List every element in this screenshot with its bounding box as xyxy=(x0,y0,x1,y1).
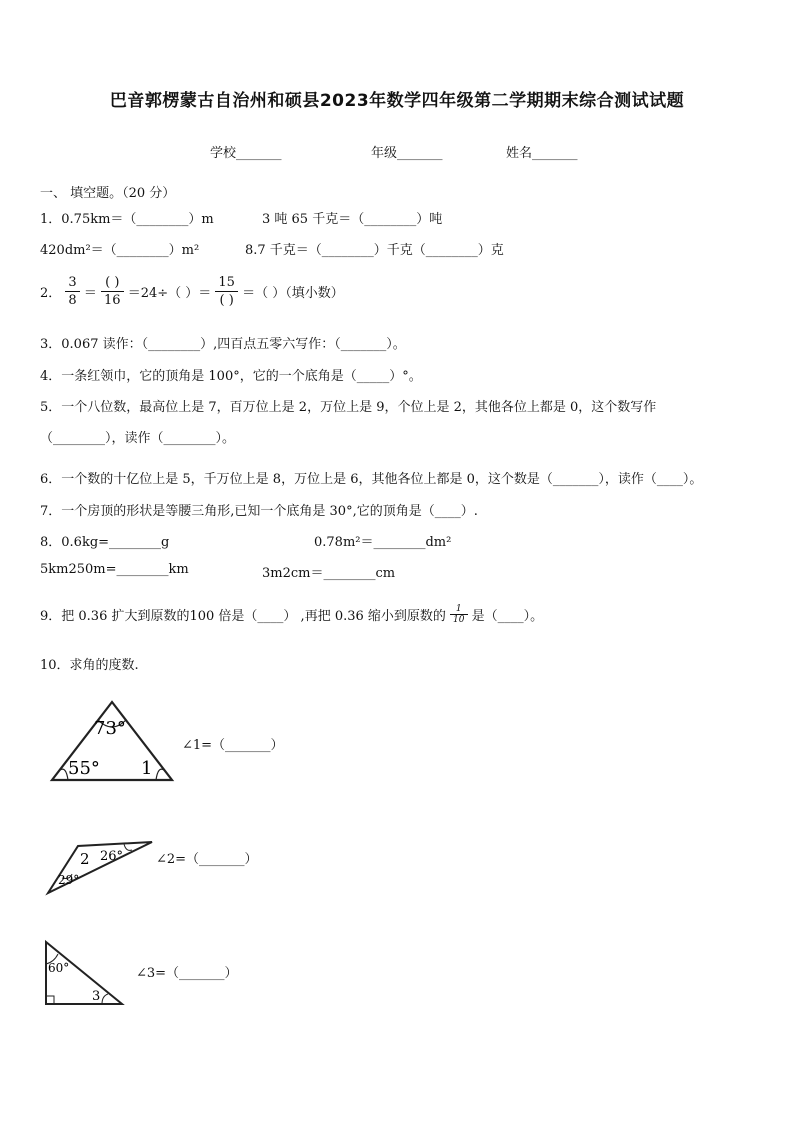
angle-label-60: 60° xyxy=(48,961,70,975)
page-title: 巴音郭楞蒙古自治州和硕县2023年数学四年级第二学期期末综合测试试题 xyxy=(109,91,685,111)
question-1b: 3 吨 65 千克＝（________）吨 xyxy=(262,212,443,227)
question-4: 4．一条红领巾，它的顶角是 100°，它的一个底角是（_____）°。 xyxy=(40,369,422,384)
angle-label-26: 26° xyxy=(100,849,124,864)
triangle-figure-1 xyxy=(46,694,178,786)
angle-mark-1: 1 xyxy=(141,758,153,779)
fraction-den: 16 xyxy=(104,293,121,308)
equals-sign: ＝ xyxy=(83,286,97,301)
name-field: 姓名_______ xyxy=(506,146,578,161)
fraction-num: ( ) xyxy=(101,274,124,292)
fraction-den: 10 xyxy=(453,615,465,625)
section-heading: 一、 填空题。（20 分） xyxy=(40,186,176,201)
question-2-middle: ＝24÷（ ）＝ xyxy=(127,286,212,301)
fraction-num: 1 xyxy=(450,604,467,615)
angle-label-29: 29° xyxy=(58,873,80,887)
question-8c: 5km250m=________km xyxy=(40,562,189,577)
answer-angle-3: ∠3=（_______） xyxy=(136,966,238,981)
question-9 xyxy=(40,604,543,625)
fraction-num: 3 xyxy=(65,274,79,292)
angle-mark-2: 2 xyxy=(80,850,90,868)
fraction-den: 8 xyxy=(68,293,77,308)
fraction-num: 15 xyxy=(215,274,238,292)
angle-mark-3: 3 xyxy=(92,989,101,1004)
triangle-figure-2 xyxy=(44,838,156,896)
answer-angle-2: ∠2=（_______） xyxy=(156,852,258,867)
question-3: 3．0.067 读作：（________）,四百点五零六写作：（_______）。 xyxy=(40,337,406,352)
question-2-tail: ＝（ ）（填小数） xyxy=(242,286,344,301)
question-2-prefix: 2． xyxy=(40,286,62,301)
fraction-den: ( ) xyxy=(219,293,234,308)
question-9-text-a: 9．把 0.36 扩大到原数的100 倍是（____） ,再把 0.36 缩小到原数的 xyxy=(40,609,446,624)
question-6: 6．一个数的十亿位上是 5，千万位上是 8，万位上是 6，其他各位上都是 0，这个数是（_______），读作（____）。 xyxy=(40,472,703,487)
question-8d: 3m2cm＝________cm xyxy=(262,566,396,581)
question-1d: 8.7 千克＝（________）千克（________）克 xyxy=(245,243,504,258)
question-8a: 8．0.6kg=________g xyxy=(40,535,170,550)
fraction-3-8 xyxy=(65,274,79,309)
grade-field: 年级_______ xyxy=(371,146,443,161)
angle-label-55: 55° xyxy=(68,758,100,779)
question-7: 7．一个房顶的形状是等腰三角形,已知一个底角是 30°,它的顶角是（____）. xyxy=(40,504,478,519)
fraction-1-10 xyxy=(450,604,467,625)
question-1c: 420dm²＝（________）m² xyxy=(40,243,200,258)
question-5a: 5．一个八位数，最高位上是 7，百万位上是 2，万位上是 9，个位上是 2，其他各位上都是 0，这个数写作 xyxy=(40,400,657,415)
question-8b: 0.78m²＝________dm² xyxy=(314,535,452,550)
question-9-text-b: 是（____）。 xyxy=(471,609,544,624)
question-5b: （________），读作（________）。 xyxy=(40,431,236,446)
triangle-figure-3 xyxy=(40,938,126,1010)
question-2 xyxy=(40,274,344,309)
angle-label-73: 73° xyxy=(94,718,126,739)
school-field: 学校_______ xyxy=(210,146,282,161)
fraction-blank-16 xyxy=(101,274,124,309)
question-10: 10．求角的度数. xyxy=(40,658,139,673)
answer-angle-1: ∠1=（_______） xyxy=(182,738,284,753)
fraction-15-blank xyxy=(215,274,238,309)
question-1a: 1．0.75km＝（________）m xyxy=(40,212,214,227)
